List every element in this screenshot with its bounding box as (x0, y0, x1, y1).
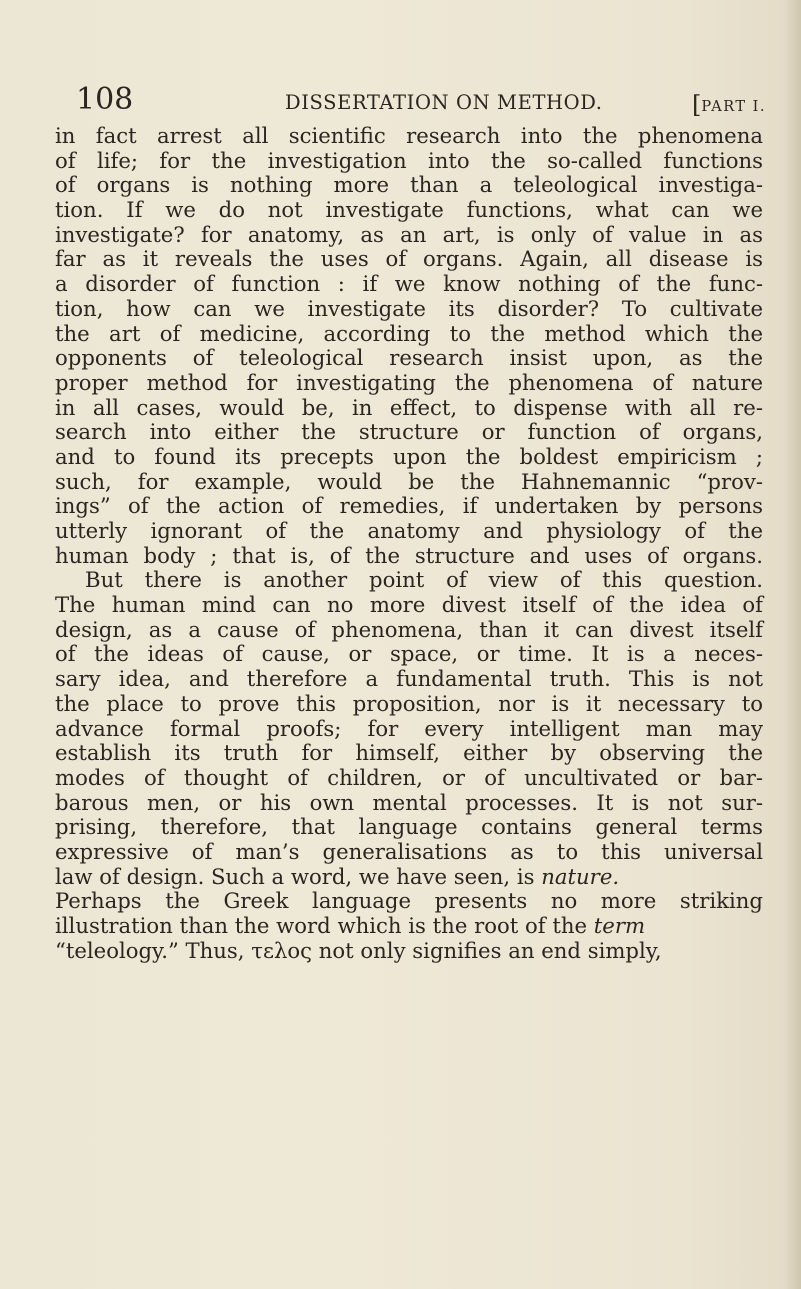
text-line: a disorder of function : if we know nothing of the func- (55, 271, 763, 297)
text-line-with-italic (55, 865, 763, 890)
text-line: design, as a cause of phenomena, than it can divest itself (55, 616, 763, 642)
text-line: tion. If we do not investigate functions, what can we (55, 197, 763, 223)
page-number: 108 (76, 82, 134, 117)
text-line: establish its truth for himself, either by observing the (55, 740, 763, 766)
text-line: of life; for the investigation into the so-called functions (55, 147, 763, 173)
italic-word-term: term (593, 913, 646, 938)
text-line-with-italic (55, 914, 763, 939)
page-header (48, 82, 766, 119)
text-line: “teleology.” Thus, τελος not only signifies an end simply, (55, 937, 662, 963)
text-line: of the ideas of cause, or space, or time. It is a neces- (55, 641, 763, 667)
text-line: modes of thought of children, or of uncultivated or bar- (55, 764, 763, 790)
text-line: investigate? for anatomy, as an art, is only of value in as (55, 221, 763, 247)
text-line: utterly ignorant of the anatomy and physiology of the (55, 518, 763, 543)
paragraph-start-line: But there is another point of view of this question. (85, 567, 763, 593)
running-title: DISSERTATION ON METHOD. (285, 91, 603, 114)
body-text (55, 124, 763, 963)
text-line: the art of medicine, according to the method which the (55, 320, 763, 346)
part-label-text: PART I. (701, 99, 766, 115)
text-line: advance formal proofs; for every intelligent man may (55, 715, 763, 741)
text-line: tion, how can we investigate its disorder? To cultivate (55, 295, 763, 321)
text-line: barous men, or his own mental processes. It is not sur- (55, 789, 763, 815)
line-33-text: illustration than the word which is the root of the (55, 913, 594, 938)
italic-word-nature: nature. (541, 863, 620, 889)
line-31-text: law of design. Such a word, we have seen, is (55, 863, 542, 889)
text-line: Perhaps the Greek language presents no more striking (55, 888, 763, 914)
text-line: prising, therefore, that language contains general terms (55, 814, 763, 840)
text-line: expressive of man’s generalisations as to this universal (55, 838, 763, 864)
text-line: far as it reveals the uses of organs. Again, all disease is (55, 246, 763, 272)
text-line: and to found its precepts upon the boldest empiricism ; (55, 443, 763, 469)
open-bracket: [ (691, 91, 702, 119)
text-line: such, for example, would be the Hahnemannic “prov- (55, 468, 763, 494)
part-label (692, 91, 766, 119)
text-line: search into either the structure or function of organs, (55, 419, 763, 445)
text-line: opponents of teleological research insist upon, as the (55, 345, 763, 371)
text-line: ings” of the action of remedies, if undertaken by persons (55, 493, 763, 519)
text-line: in all cases, would be, in effect, to dispense with all re- (55, 394, 763, 420)
text-line: proper method for investigating the phenomena of nature (55, 369, 763, 395)
text-line: in fact arrest all scientific research into the phenomena (55, 123, 763, 148)
text-line: of organs is nothing more than a teleological investiga- (55, 172, 763, 198)
text-line: The human mind can no more divest itself of the idea of (55, 592, 763, 618)
text-line: the place to prove this proposition, nor is it necessary to (55, 690, 763, 716)
text-line: human body ; that is, of the structure and uses of organs. (55, 542, 763, 568)
text-line: sary idea, and therefore a fundamental truth. This is not (55, 666, 763, 692)
